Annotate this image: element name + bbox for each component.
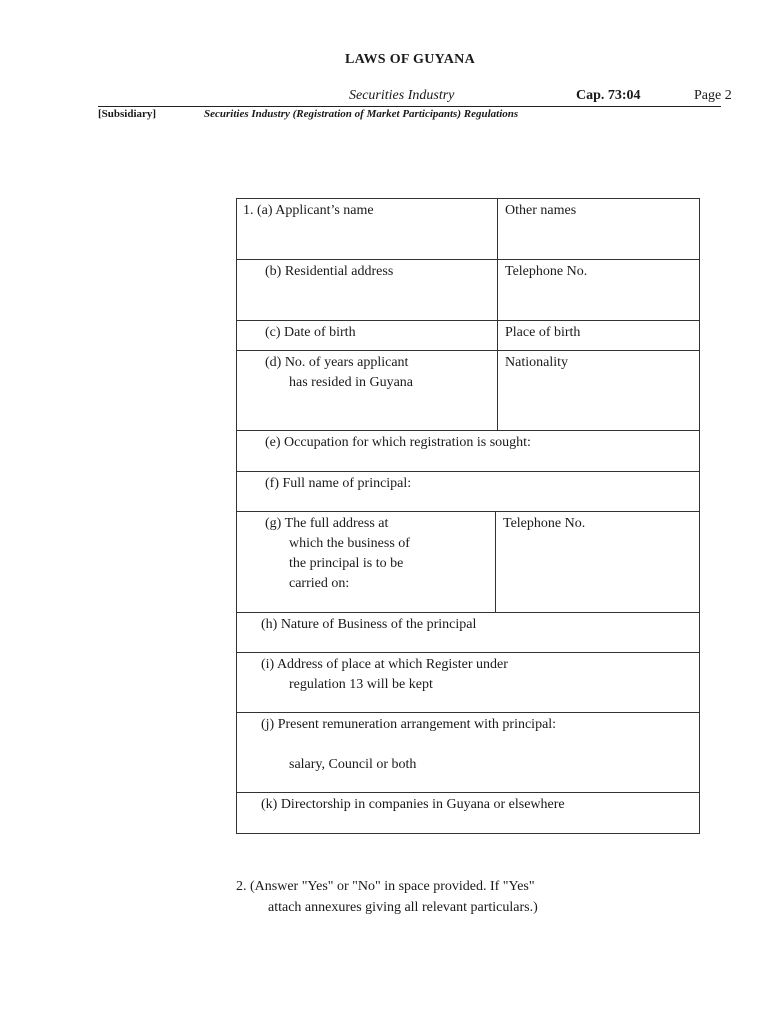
directorship-field: (k) Directorship in companies in Guyana or elsewhere xyxy=(261,797,565,812)
application-form-table xyxy=(236,198,700,834)
telephone-field: Telephone No. xyxy=(505,264,588,279)
form-row-d xyxy=(237,351,699,431)
form-row-c xyxy=(237,321,699,351)
form-row-h xyxy=(237,613,699,653)
business-telephone-field: Telephone No. xyxy=(503,516,586,531)
occupation-field: (e) Occupation for which registration is sought: xyxy=(265,435,531,450)
business-address-field-cont: which the business of xyxy=(289,536,410,551)
form-row-k xyxy=(237,793,699,833)
form-row-i xyxy=(237,653,699,713)
applicant-name-field: 1. (a) Applicant’s name xyxy=(243,203,374,218)
form-row-e xyxy=(237,431,699,472)
years-resided-field: (d) No. of years applicant xyxy=(265,355,409,370)
column-divider xyxy=(495,512,496,612)
residential-address-field: (b) Residential address xyxy=(265,264,394,279)
column-divider xyxy=(497,260,498,320)
nature-of-business-field: (h) Nature of Business of the principal xyxy=(261,617,477,632)
form-row-g xyxy=(237,512,699,613)
form-row-j xyxy=(237,713,699,793)
remuneration-options: salary, Council or both xyxy=(289,757,417,772)
chapter-number: Cap. 73:04 xyxy=(576,88,641,103)
nationality-field: Nationality xyxy=(505,355,568,370)
register-address-field-cont: regulation 13 will be kept xyxy=(289,677,433,692)
business-address-field-cont: the principal is to be xyxy=(289,556,404,571)
form-row-a xyxy=(237,199,699,260)
question-2 xyxy=(236,876,538,918)
document-title: LAWS OF GUYANA xyxy=(345,52,475,67)
act-subject: Securities Industry xyxy=(349,88,455,103)
column-divider xyxy=(497,199,498,259)
column-divider xyxy=(497,321,498,350)
remuneration-field: (j) Present remuneration arrangement with principal: xyxy=(261,717,557,732)
question-2-line: 2. (Answer "Yes" or "No" in space provided. If "Yes" xyxy=(236,879,535,894)
place-of-birth-field: Place of birth xyxy=(505,325,581,340)
form-row-f xyxy=(237,472,699,512)
regulation-title: Securities Industry (Registration of Market Participants) Regulations xyxy=(204,108,519,120)
other-names-field: Other names xyxy=(505,203,577,218)
business-address-field: (g) The full address at xyxy=(265,516,389,531)
register-address-field: (i) Address of place at which Register under xyxy=(261,657,508,672)
question-2-line-cont: attach annexures giving all relevant particulars.) xyxy=(268,900,538,915)
column-divider xyxy=(497,351,498,430)
form-row-b xyxy=(237,260,699,321)
date-of-birth-field: (c) Date of birth xyxy=(265,325,356,340)
business-address-field-cont: carried on: xyxy=(289,576,350,591)
page-number: Page 2 xyxy=(694,88,732,103)
subsidiary-label: [Subsidiary] xyxy=(98,108,157,120)
principal-name-field: (f) Full name of principal: xyxy=(265,476,412,491)
years-resided-field-cont: has resided in Guyana xyxy=(289,375,414,390)
header-divider xyxy=(98,106,721,107)
